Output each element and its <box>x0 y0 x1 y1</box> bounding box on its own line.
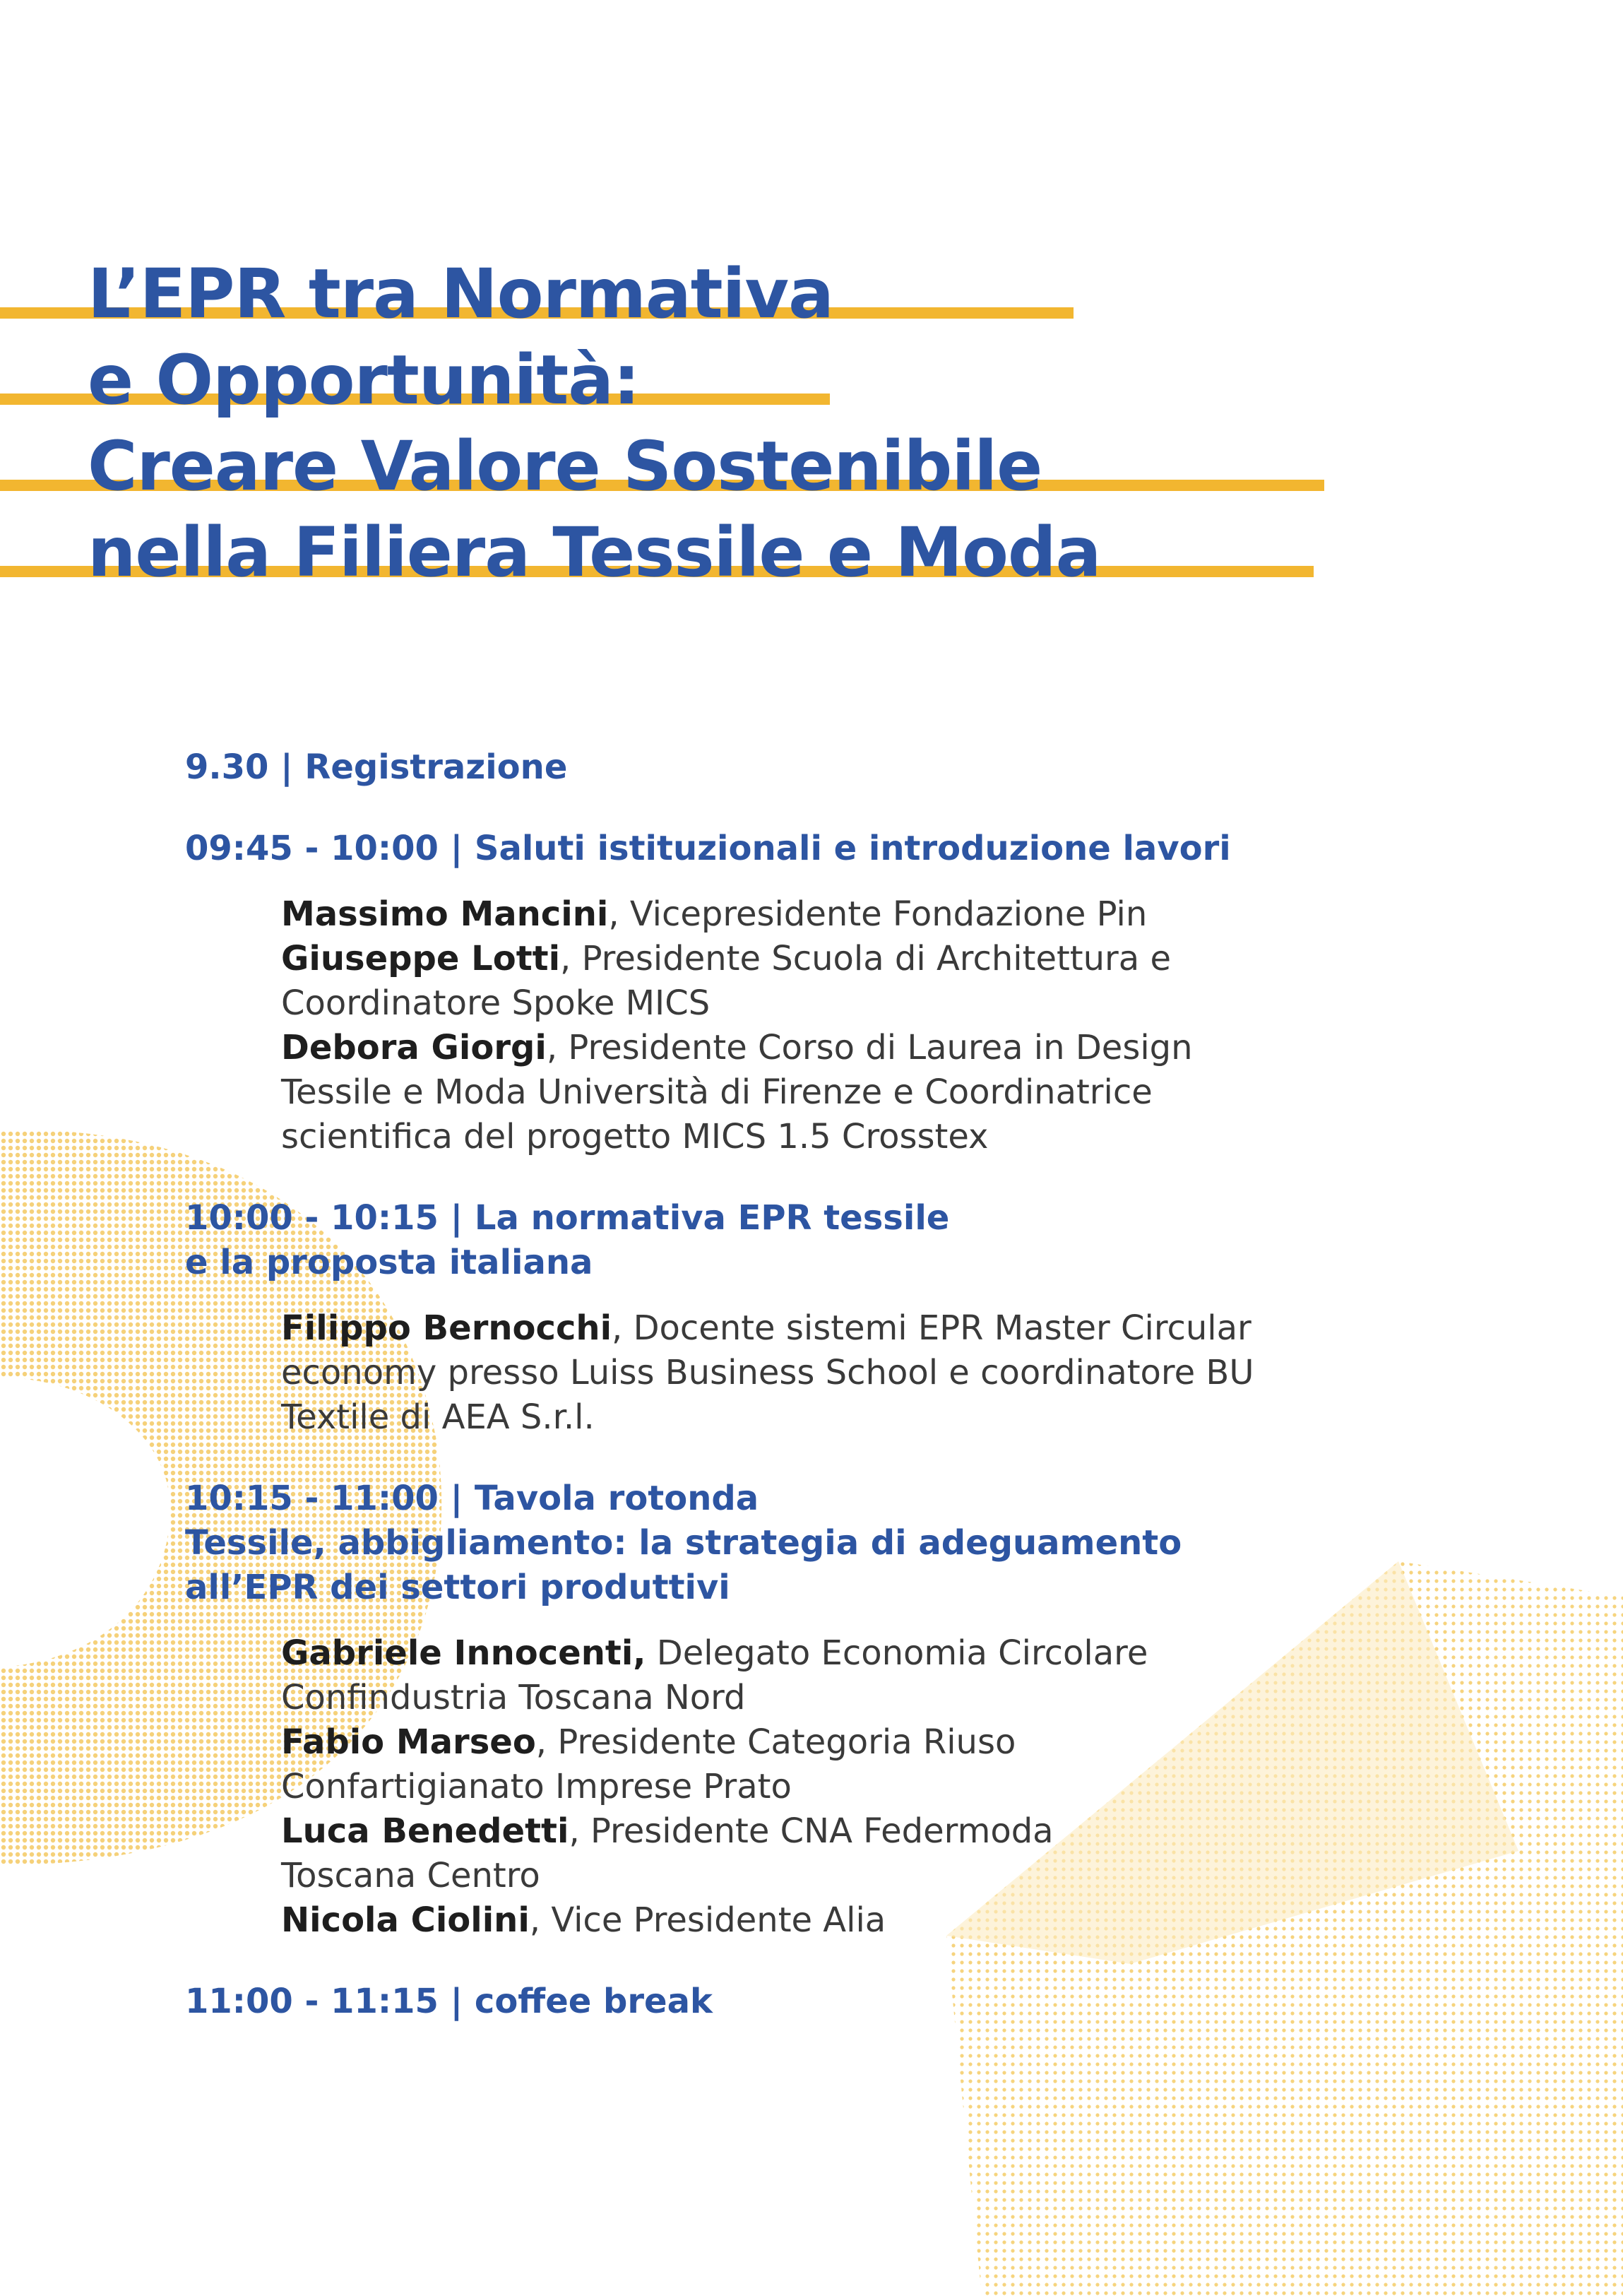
slot-heading: 11:00 - 11:15 | coffee break <box>185 1982 713 2021</box>
slot-heading: 10:00 - 10:15 | La normativa EPR tessile e la proposta italiana <box>185 1198 950 1282</box>
speaker-name: Luca Benedetti <box>281 1811 569 1851</box>
speaker-entry <box>281 1720 1386 1809</box>
agenda-slot <box>185 1196 1386 1440</box>
title-text: L’EPR tra Normativa <box>88 254 833 333</box>
speaker-role: , Vicepresidente Fondazione Pin <box>608 894 1148 934</box>
speaker-role: , Presidente CNA Federmoda Toscana Centro <box>281 1811 1054 1895</box>
agenda-slot <box>185 1980 1386 2024</box>
speaker-entry <box>281 1306 1386 1440</box>
speaker-role: , Presidente Scuola di Architettura e Coordinatore Spoke MICS <box>281 939 1171 1023</box>
agenda-slot <box>185 1477 1386 1943</box>
speaker-list <box>281 1631 1386 1943</box>
speaker-entry <box>281 1809 1386 1898</box>
slot-heading: 10:15 - 11:00 | Tavola rotonda Tessile, abbigliamento: la strategia di adeguamento all’EPR dei settori produttivi <box>185 1479 1182 1607</box>
title-line <box>88 509 1100 596</box>
title-text: nella Filiera Tessile e Moda <box>88 513 1101 592</box>
speaker-name: Filippo Bernocchi <box>281 1308 612 1348</box>
agenda-slot <box>185 827 1386 1159</box>
page-title <box>88 251 1100 596</box>
speaker-role: , Docente sistemi EPR Master Circular economy presso Luiss Business School e coordinatore BU Textile di AEA S.r.l. <box>281 1308 1254 1437</box>
title-text: e Opportunità: <box>88 341 640 420</box>
speaker-name: Giuseppe Lotti <box>281 939 561 978</box>
speaker-name: Nicola Ciolini <box>281 1900 530 1940</box>
slot-heading: 9.30 | Registrazione <box>185 747 568 787</box>
speaker-entry <box>281 1631 1386 1720</box>
speaker-list <box>281 892 1386 1159</box>
agenda <box>185 745 1386 2061</box>
speaker-role: , Presidente Corso di Laurea in Design Tessile e Moda Università di Firenze e Coordinatrice scientifica del progetto MICS 1.5 Crosstex <box>281 1028 1193 1156</box>
speaker-name: Massimo Mancini <box>281 894 609 934</box>
speaker-entry <box>281 937 1386 1026</box>
title-line <box>88 337 1100 423</box>
title-line <box>88 251 1100 337</box>
speaker-entry <box>281 1898 1386 1943</box>
speaker-name: Debora Giorgi <box>281 1028 547 1067</box>
agenda-slot <box>185 745 1386 790</box>
speaker-list <box>281 1306 1386 1440</box>
speaker-entry <box>281 892 1386 937</box>
speaker-role: , Vice Presidente Alia <box>529 1900 886 1940</box>
slot-heading: 09:45 - 10:00 | Saluti istituzionali e introduzione lavori <box>185 829 1231 868</box>
speaker-role: , Presidente Categoria Riuso Confartigianato Imprese Prato <box>281 1722 1016 1806</box>
speaker-name: Gabriele Innocenti, <box>281 1633 646 1673</box>
title-line <box>88 423 1100 509</box>
title-text: Creare Valore Sostenibile <box>88 427 1042 506</box>
speaker-name: Fabio Marseo <box>281 1722 536 1762</box>
speaker-role: Delegato Economia Circolare Confindustria Toscana Nord <box>281 1633 1148 1717</box>
speaker-entry <box>281 1026 1386 1159</box>
